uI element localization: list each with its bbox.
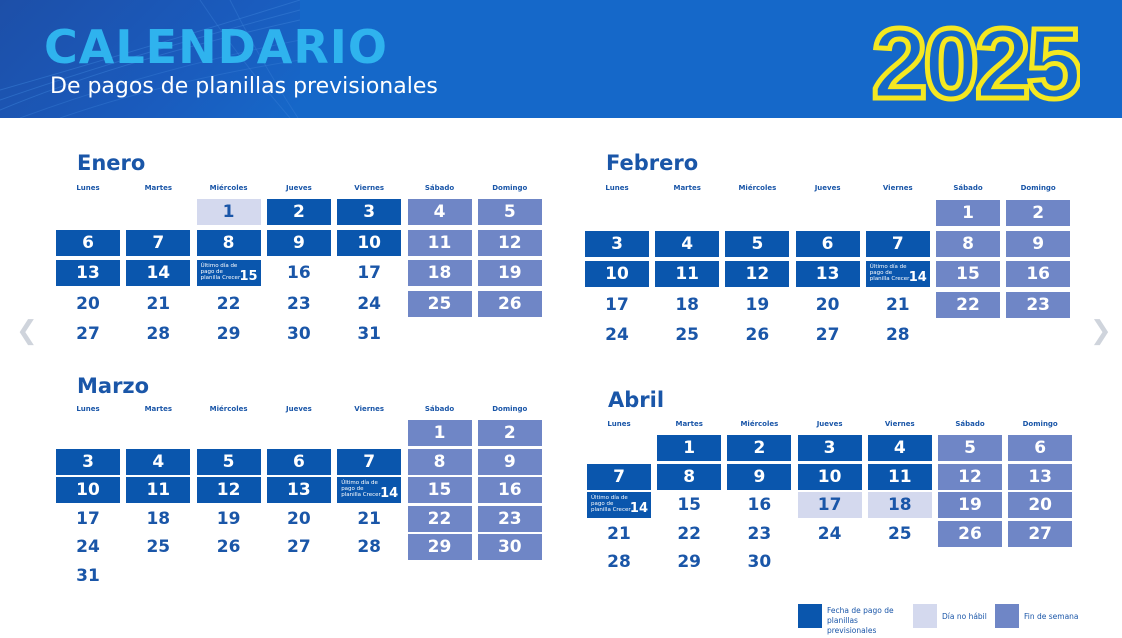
day-cell: 17 — [357, 263, 382, 283]
day-cell: 15 — [936, 261, 1000, 287]
day-cell: 3 — [798, 435, 862, 461]
weekday-header: Martes — [675, 420, 703, 428]
day-cell: 18 — [146, 508, 171, 529]
weekday-header: Viernes — [354, 184, 385, 192]
day-cell: 22 — [216, 293, 241, 314]
day-cell: 4 — [868, 435, 932, 461]
day-cell: 7 — [337, 449, 401, 475]
day-cell: 10 — [337, 230, 401, 256]
weekday-header: Viernes — [354, 405, 385, 413]
day-cell: 25 — [887, 523, 912, 544]
day-cell: 27 — [287, 537, 311, 557]
day-cell: 26 — [745, 325, 770, 345]
day-cell: 4 — [408, 199, 472, 225]
day-cell: 11 — [868, 464, 932, 490]
day-cell: 20 — [815, 294, 840, 315]
day-cell: 1 — [936, 200, 1000, 226]
day-cell: 8 — [657, 464, 721, 490]
day-cell: 5 — [197, 449, 261, 475]
weekday-header: Jueves — [814, 184, 841, 192]
day-cell: 8 — [197, 230, 261, 256]
weekday-header: Jueves — [285, 405, 312, 413]
weekday-header: Sábado — [424, 405, 455, 413]
weekday-header: Lunes — [607, 420, 631, 428]
day-cell: 6 — [1008, 435, 1072, 461]
day-cell: 1 — [408, 420, 472, 446]
day-cell: 2 — [1006, 200, 1070, 226]
weekday-header: Domingo — [1020, 184, 1056, 192]
day-cell: 1 — [657, 435, 721, 461]
day-cell: 28 — [146, 324, 171, 344]
day-cell: 10 — [56, 477, 120, 503]
day-cell: 4 — [655, 231, 719, 257]
day-cell: 16 — [747, 495, 772, 515]
day-cell: 11 — [655, 261, 719, 287]
day-cell: 18 — [868, 492, 932, 518]
day-cell: 2 — [267, 199, 331, 225]
day-cell: 16 — [1006, 261, 1070, 287]
weekday-header: Miércoles — [209, 184, 248, 192]
day-cell: 19 — [938, 492, 1002, 518]
weekday-header: Domingo — [492, 405, 528, 413]
page-subtitle: De pagos de planillas previsionales — [50, 74, 438, 99]
day-cell: 28 — [607, 552, 631, 572]
weekday-header: Viernes — [882, 184, 913, 192]
day-cell: 3 — [585, 231, 649, 257]
weekday-header: Domingo — [492, 184, 528, 192]
weekday-header: Jueves — [285, 184, 312, 192]
day-cell: 3 — [337, 199, 401, 225]
day-cell — [197, 260, 261, 286]
day-cell: 11 — [126, 477, 190, 503]
day-cell: 8 — [408, 449, 472, 475]
day-cell: 9 — [478, 449, 542, 475]
day-cell: 18 — [408, 260, 472, 286]
day-cell: 26 — [216, 537, 241, 557]
day-cell: 17 — [605, 294, 629, 315]
day-number: 14 — [908, 270, 927, 285]
weekday-header: Lunes — [76, 184, 100, 192]
day-cell: 17 — [798, 492, 862, 518]
note-text: Último día de pago de planilla Crecer — [200, 263, 241, 281]
day-cell: 22 — [936, 292, 1000, 318]
day-cell: 2 — [727, 435, 791, 461]
day-cell: 9 — [1006, 231, 1070, 257]
day-cell: 12 — [725, 261, 789, 287]
day-cell: 22 — [408, 506, 472, 532]
day-cell: 24 — [357, 293, 382, 314]
day-cell: 6 — [796, 231, 860, 257]
day-cell: 24 — [817, 523, 842, 544]
day-cell: 5 — [938, 435, 1002, 461]
day-cell: 4 — [126, 449, 190, 475]
weekday-header: Miércoles — [209, 405, 248, 413]
day-cell: 27 — [1008, 521, 1072, 547]
day-cell — [587, 492, 651, 518]
weekday-header: Sábado — [953, 184, 983, 192]
day-cell: 19 — [745, 294, 770, 315]
day-cell: 29 — [216, 324, 241, 344]
month-title: Febrero — [606, 151, 699, 175]
day-cell: 5 — [725, 231, 789, 257]
weekday-header: Martes — [673, 184, 701, 192]
month-title: Abril — [608, 388, 665, 412]
day-cell: 2 — [478, 420, 542, 446]
day-cell: 19 — [478, 260, 542, 286]
day-number: 14 — [629, 501, 648, 516]
day-cell: 31 — [357, 324, 382, 344]
day-cell: 23 — [478, 506, 542, 532]
day-cell: 10 — [585, 261, 649, 287]
day-cell: 30 — [747, 552, 772, 572]
weekday-header: Sábado — [424, 184, 455, 192]
day-cell: 6 — [267, 449, 331, 475]
legend-swatch-non-business — [913, 604, 937, 628]
day-cell: 13 — [1008, 464, 1072, 490]
day-cell: 23 — [287, 293, 311, 314]
day-cell: 20 — [76, 293, 100, 314]
day-cell: 13 — [796, 261, 860, 287]
day-cell: 16 — [478, 477, 542, 503]
day-cell: 23 — [1006, 292, 1070, 318]
month-title: Marzo — [77, 374, 150, 398]
year-graphic — [870, 6, 1080, 114]
page-title: CALENDARIO — [44, 20, 389, 74]
year-text: 2025 — [871, 8, 1079, 114]
day-cell: 12 — [478, 230, 542, 256]
day-cell: 25 — [408, 291, 472, 317]
day-cell: 12 — [197, 477, 261, 503]
day-cell: 27 — [815, 325, 840, 345]
day-cell: 18 — [675, 294, 700, 315]
day-cell: 24 — [605, 325, 629, 345]
weekday-header: Martes — [144, 184, 172, 192]
weekday-header: Jueves — [816, 420, 843, 428]
day-cell: 13 — [56, 260, 120, 286]
day-cell: 19 — [216, 508, 241, 529]
day-cell: 16 — [287, 263, 311, 283]
day-cell: 21 — [146, 293, 171, 314]
day-cell — [337, 477, 401, 503]
day-cell: 7 — [587, 464, 651, 490]
day-cell: 5 — [478, 199, 542, 225]
day-cell: 22 — [677, 523, 702, 544]
day-cell: 30 — [287, 324, 311, 344]
legend-label-payment: Fecha de pago de planillas previsionales — [827, 606, 894, 635]
month-title: Enero — [77, 151, 146, 175]
header-banner — [0, 0, 1122, 118]
weekday-header: Sábado — [955, 420, 985, 428]
day-cell: 29 — [677, 552, 702, 572]
day-cell: 25 — [675, 325, 700, 345]
weekday-header: Lunes — [76, 405, 100, 413]
day-cell: 24 — [76, 537, 100, 557]
day-cell: 1 — [197, 199, 261, 225]
day-cell: 23 — [747, 523, 772, 544]
day-cell: 31 — [76, 565, 100, 586]
day-number: 15 — [239, 269, 258, 284]
day-cell: 3 — [56, 449, 120, 475]
note-text: Último día de pago de planilla Crecer — [869, 264, 910, 282]
day-number: 14 — [380, 486, 399, 501]
day-cell: 30 — [478, 534, 542, 560]
day-cell: 15 — [408, 477, 472, 503]
legend-swatch-weekend — [995, 604, 1019, 628]
chevron-right-icon[interactable]: ❯ — [1090, 316, 1112, 346]
day-cell: 9 — [727, 464, 791, 490]
day-cell: 13 — [267, 477, 331, 503]
day-cell: 21 — [357, 508, 382, 529]
day-cell: 10 — [798, 464, 862, 490]
day-cell: 7 — [866, 231, 930, 257]
note-text: Último día de pago de planilla Crecer — [341, 480, 381, 498]
day-cell: 7 — [126, 230, 190, 256]
weekday-header: Miércoles — [738, 184, 777, 192]
weekday-header: Domingo — [1022, 420, 1058, 428]
day-cell: 8 — [936, 231, 1000, 257]
day-cell — [866, 261, 930, 287]
chevron-left-icon[interactable]: ❮ — [16, 316, 38, 346]
day-cell: 11 — [408, 230, 472, 256]
weekday-header: Viernes — [884, 420, 915, 428]
day-cell: 25 — [146, 537, 171, 557]
day-cell: 28 — [885, 325, 910, 345]
day-cell: 12 — [938, 464, 1002, 490]
day-cell: 21 — [885, 294, 910, 315]
weekday-header: Martes — [144, 405, 172, 413]
day-cell: 15 — [677, 495, 702, 515]
day-cell: 9 — [267, 230, 331, 256]
weekday-header: Miércoles — [740, 420, 779, 428]
day-cell: 28 — [357, 537, 382, 557]
day-cell: 27 — [76, 324, 100, 344]
day-cell: 26 — [938, 521, 1002, 547]
day-cell: 21 — [607, 523, 631, 544]
day-cell: 17 — [76, 508, 100, 529]
legend-label-weekend: Fin de semana — [1024, 612, 1079, 621]
weekday-header: Lunes — [605, 184, 629, 192]
note-text: Último día de pago de planilla Crecer — [591, 495, 631, 513]
day-cell: 29 — [408, 534, 472, 560]
legend-label-non-business: Día no hábil — [942, 612, 987, 621]
day-cell: 20 — [1008, 492, 1072, 518]
day-cell: 26 — [478, 291, 542, 317]
day-cell: 20 — [287, 508, 311, 529]
legend-swatch-payment — [798, 604, 822, 628]
day-cell: 6 — [56, 230, 120, 256]
day-cell: 14 — [126, 260, 190, 286]
